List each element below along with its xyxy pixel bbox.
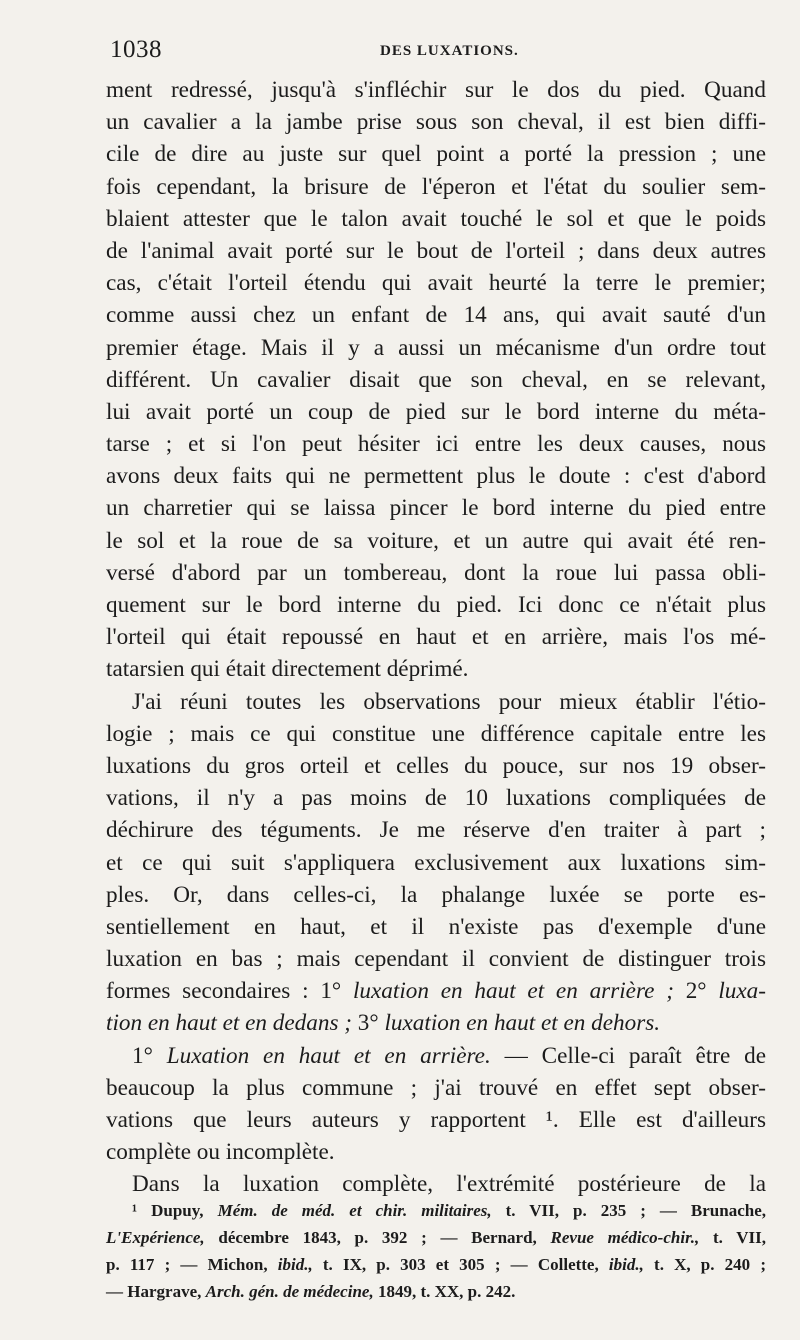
text-run: t. VII, (712, 1228, 767, 1247)
text-line (106, 1007, 766, 1039)
text-line: versé d'abord par un tombereau, dont la roue lui passa obli- (106, 559, 766, 586)
page-header (110, 36, 766, 66)
text-run: t. VII, p. 235 ; — Brunache, (505, 1201, 766, 1220)
text-line: cile de dire au juste sur quel point a porté la pression ; une (106, 141, 766, 168)
italic-run: luxa- (718, 978, 767, 1005)
text-line: déchirure des téguments. Je me réserve d'en traiter à part ; (106, 817, 766, 844)
italic-run: ibid., (277, 1255, 313, 1274)
text-run: p. 117 ; — Michon, (106, 1255, 268, 1274)
running-head: DES LUXATIONS. (380, 43, 519, 59)
text-run: 1° (132, 1042, 153, 1069)
text-line: vations que leurs auteurs y rapportent ¹. Elle est d'ailleurs (106, 1107, 766, 1133)
paragraph-start: J'ai réuni toutes les observations pour mieux établir l'étio- (132, 688, 766, 715)
text-line: un charretier qui se laissa pincer le bord interne du pied entre (106, 495, 766, 522)
italic-run: ibid., (608, 1255, 644, 1274)
text-run: décembre 1843, p. 392 ; — Bernard, (218, 1228, 537, 1247)
text-line: complète ou incomplète. (106, 1139, 335, 1166)
text-line (106, 975, 766, 1007)
footnote-line (106, 1251, 766, 1278)
text-run: ¹ Dupuy, (132, 1201, 204, 1220)
text-line: et ce qui suit s'appliquera exclusivement aux luxations sim- (106, 849, 766, 876)
text-run: t. X, p. 240 ; (654, 1255, 767, 1274)
text-line: comme aussi chez un enfant de 14 ans, qui avait sauté d'un (106, 302, 766, 329)
italic-run: L'Expérience, (106, 1228, 205, 1247)
section-heading-line (106, 1040, 766, 1072)
text-line: sentiellement en haut, et il n'existe pas d'exemple d'une (106, 913, 766, 940)
text-line: tarse ; et si l'on peut hésiter ici entre les deux causes, nous (106, 431, 766, 458)
text-line: un cavalier a la jambe prise sous son cheval, il est bien diffi- (106, 109, 766, 136)
text-line: quement sur le bord interne du pied. Ici donc ce n'était plus (106, 592, 766, 618)
footnotes (106, 1197, 766, 1305)
paragraph-start: Dans la luxation complète, l'extrémité postérieure de la (132, 1171, 766, 1198)
text-run: formes secondaires : 1° (106, 978, 342, 1005)
text-run: 2° (685, 978, 707, 1005)
text-line: le sol et la roue de sa voiture, et un autre qui avait été ren- (106, 527, 766, 554)
text-line: l'orteil qui était repoussé en haut et en arrière, mais l'os mé- (106, 624, 766, 651)
text-line: lui avait porté un coup de pied sur le bord interne du méta- (106, 398, 766, 425)
text-line: blaient attester que le talon avait touché le sol et que le poids (106, 205, 766, 232)
page-number: 1038 (110, 36, 162, 63)
text-run: — Celle-ci paraît être de (504, 1042, 767, 1069)
text-line: avons deux faits qui ne permettent plus le doute : c'est d'abord (106, 463, 766, 490)
footnote-line (106, 1197, 766, 1224)
text-line: tatarsien qui était directement déprimé. (106, 656, 469, 683)
footnote-line (106, 1224, 766, 1251)
text-line: logie ; mais ce qui constitue une différence capitale entre les (106, 720, 766, 747)
text-line: luxation en bas ; mais cependant il convient de distinguer trois (106, 946, 766, 973)
italic-run: luxation en haut et en arrière ; (352, 978, 674, 1005)
text-line: premier étage. Mais il y a aussi un mécanisme d'un ordre tout (106, 334, 766, 361)
body-text (106, 74, 766, 1201)
text-run: 3° (357, 1010, 379, 1037)
text-line: vations, il n'y a pas moins de 10 luxations compliquées de (106, 785, 766, 812)
text-line: cas, c'était l'orteil étendu qui avait heurté la terre le premier; (106, 270, 766, 297)
italic-run: Revue médico-chir., (550, 1228, 700, 1247)
text-line: ment redressé, jusqu'à s'infléchir sur le dos du pied. Quand (106, 77, 766, 103)
text-run: t. IX, p. 303 et 305 ; — Collette, (322, 1255, 599, 1274)
text-line: fois cependant, la brisure de l'éperon et l'état du soulier sem- (106, 173, 766, 200)
text-run: — Hargrave, (106, 1282, 202, 1301)
text-line: ples. Or, dans celles-ci, la phalange luxée se porte es- (106, 881, 766, 908)
footnote-line (106, 1278, 766, 1305)
italic-run: luxation en haut et en dehors. (384, 1010, 661, 1037)
text-line: luxations du gros orteil et celles du pouce, sur nos 19 obser- (106, 752, 766, 779)
text-line: de l'animal avait porté sur le bout de l'orteil ; dans deux autres (106, 237, 766, 264)
section-heading: Luxation en haut et en arrière. (166, 1042, 491, 1069)
italic-run: Arch. gén. de médecine, (205, 1282, 374, 1301)
text-line: différent. Un cavalier disait que son cheval, en se relevant, (106, 366, 766, 393)
italic-run: tion en haut et en dedans ; (106, 1010, 352, 1037)
text-line: beaucoup la plus commune ; j'ai trouvé en effet sept obser- (106, 1074, 766, 1101)
italic-run: Mém. de méd. et chir. militaires, (217, 1201, 492, 1220)
text-run: 1849, t. XX, p. 242. (377, 1282, 516, 1301)
